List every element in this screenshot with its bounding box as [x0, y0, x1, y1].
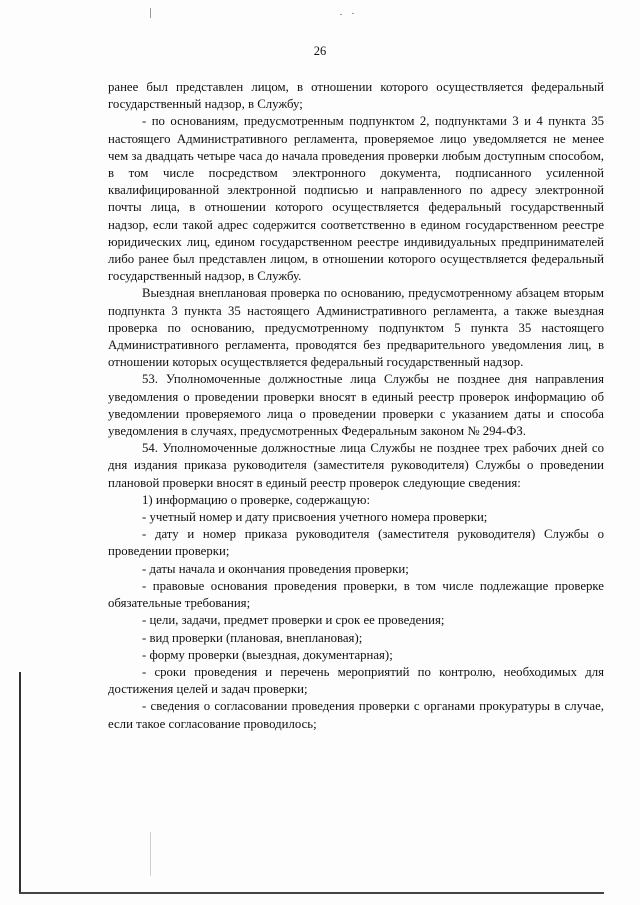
- paragraph: - цели, задачи, предмет проверки и срок ее проведения;: [142, 613, 445, 628]
- paragraph: 1) информацию о проверке, содержащую:: [142, 492, 371, 507]
- paragraph: - правовые основания проведения проверки, в том числе подлежащие проверке обязательные требования;: [108, 578, 604, 611]
- paragraph: Выездная внеплановая проверка по основанию, предусмотренному абзацем вторым подпункта 3 пункта 35 настоящего Административного регламента, а также выездная проверка по основанию, предусмотренному подпунктом 5 пункта 35 настоящего Административного регламента, проводятся без предварительного уведомления лиц, в отношении которых осуществляется федеральный государственный надзор.: [108, 286, 604, 370]
- paragraph: - форму проверки (выездная, документарная);: [142, 647, 393, 662]
- scan-edge-bottom: [19, 892, 604, 894]
- paragraph: - вид проверки (плановая, внеплановая);: [142, 630, 363, 645]
- paragraph: - сроки проведения и перечень мероприятий по контролю, необходимых для достижения целей и задач проверки;: [108, 664, 604, 697]
- paragraph: 53. Уполномоченные должностные лица Службы не позднее дня направления уведомления о проведении проверки вносят в единый реестр проверок информацию об уведомлении проверяемого лица о проведении проверки с указанием даты и способа уведомления в случаях, предусмотренных Федеральным законом № 294-ФЗ.: [108, 372, 604, 439]
- scan-artifact-dot: [340, 14, 342, 15]
- scan-edge-left: [19, 672, 21, 894]
- paragraph: 54. Уполномоченные должностные лица Службы не позднее трех рабочих дней со дня издания приказа руководителя (заместителя руководителя) Службы о проведении плановой проверки вносят в единый реестр проверок следующие сведения:: [108, 441, 604, 490]
- paragraph: - дату и номер приказа руководителя (заместителя руководителя) Службы о проведении проверки;: [108, 527, 604, 559]
- paragraph: - даты начала и окончания проведения проверки;: [142, 561, 409, 576]
- document-text: [108, 79, 604, 733]
- page-number: 26: [313, 44, 327, 58]
- paragraph: - сведения о согласовании проведения проверки с органами прокуратуры в случае, если такое согласование проводилось;: [108, 699, 604, 731]
- scan-artifact-dot: [352, 13, 354, 14]
- scan-artifact-dash: [150, 8, 151, 18]
- paragraph: - учетный номер и дату присвоения учетного номера проверки;: [142, 510, 488, 525]
- paragraph: - по основаниям, предусмотренным подпунктом 2, подпунктами 3 и 4 пункта 35 настоящего Административного регламента, проверяемое лицо уведомляется не менее чем за двадцать четыре часа до начала проведения проверки любым доступным способом, в том числе посредством электронного документа, подписанного усиленной квалифицированной электронной подписью и направленного по адресу электронной почты лица, в отношении которого осуществляется федеральный государственный надзор, если такой адрес содержится соответственно в едином государственном реестре юридических лиц, едином государственном реестре индивидуальных предпринимателей либо ранее был представлен лицом, в отношении которого осуществляется федеральный государственный надзор, в Службу.: [108, 114, 604, 284]
- scan-artifact-dash: [150, 832, 151, 876]
- paragraph: ранее был представлен лицом, в отношении которого осуществляется федеральный государственный надзор, в Службу;: [108, 80, 604, 112]
